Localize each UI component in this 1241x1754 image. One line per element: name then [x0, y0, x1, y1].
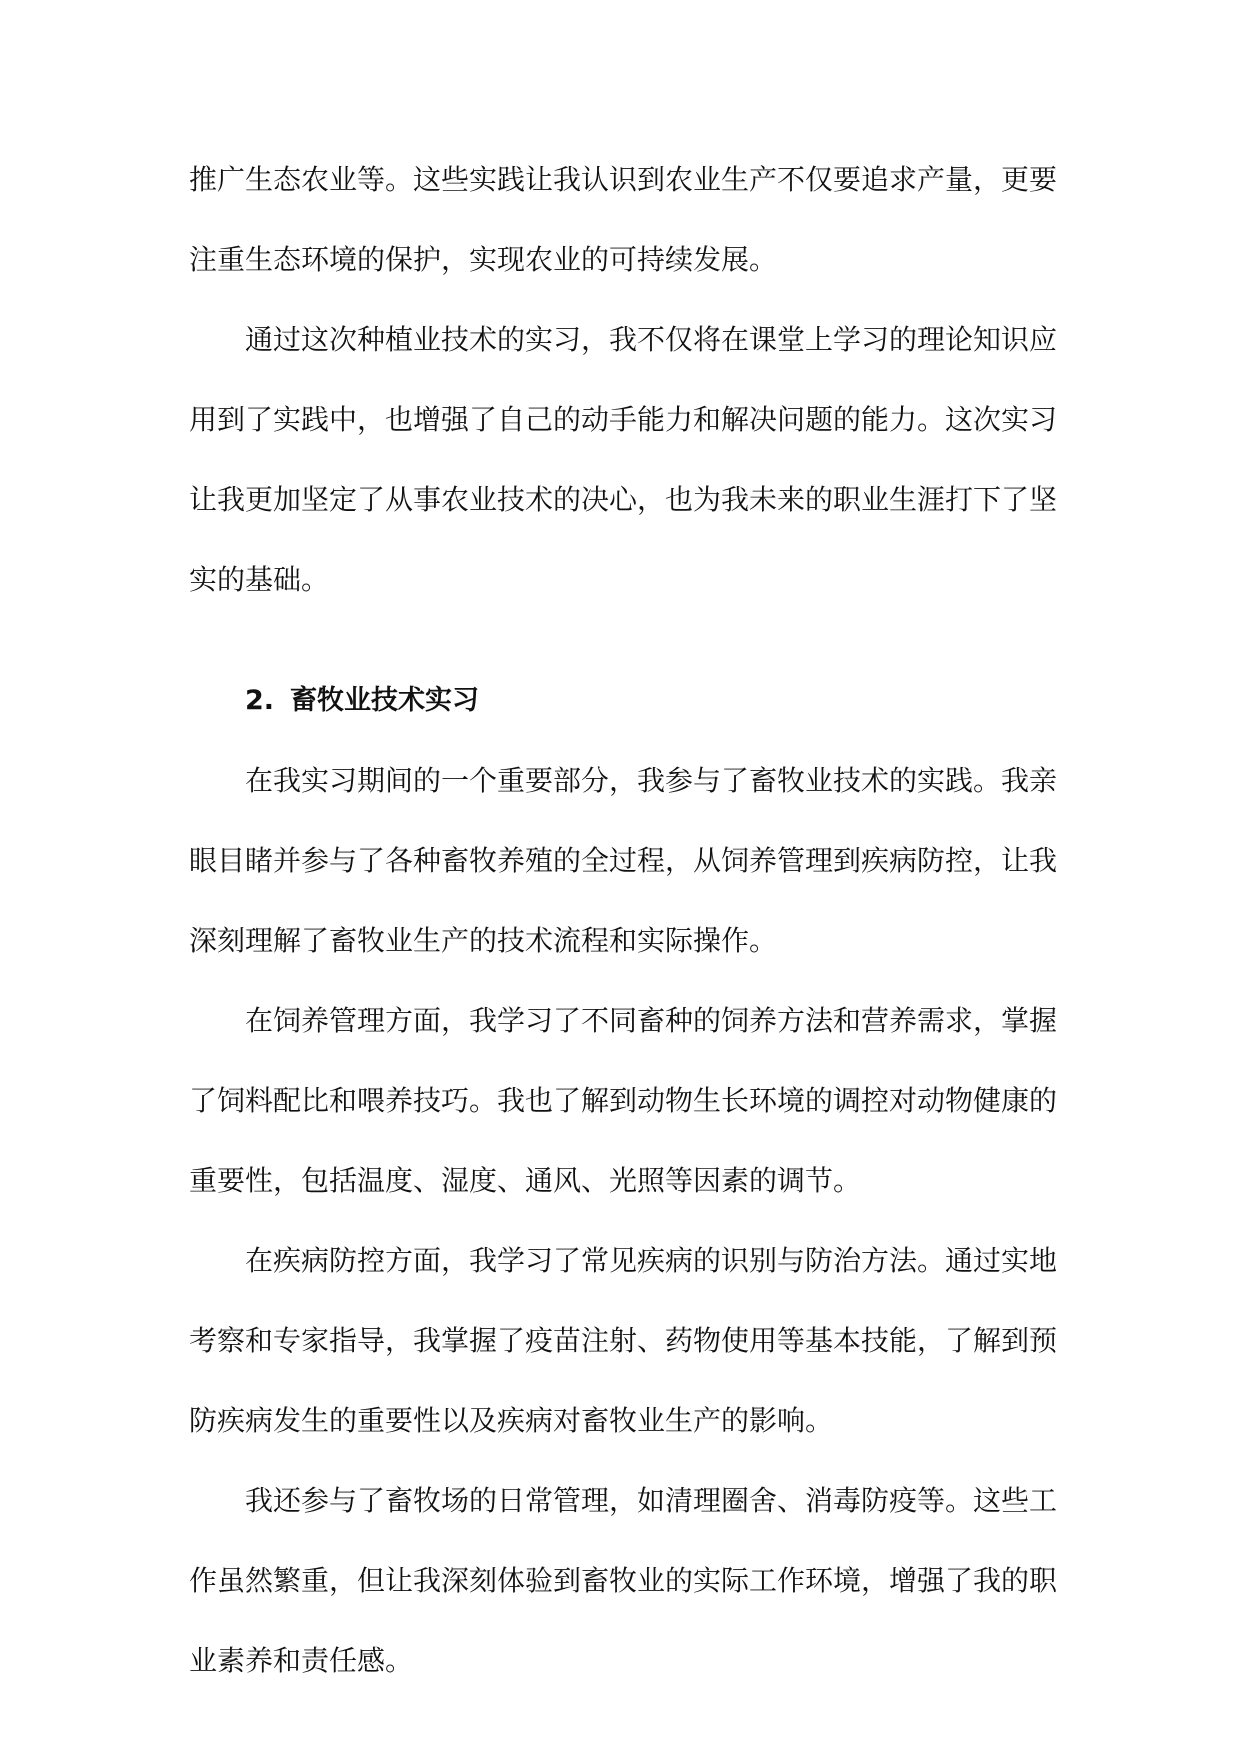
paragraph-planting-summary: 通过这次种植业技术的实习，我不仅将在课堂上学习的理论知识应用到了实践中，也增强了自己的动手能力和解决问题的能力。这次实习让我更加坚定了从事农业技术的决心，也为我未来的职业生涯打下了坚实的基础。: [189, 323, 1058, 596]
paragraph-feeding-management: 在饲养管理方面，我学习了不同畜种的饲养方法和营养需求，掌握了饲料配比和喂养技巧。我也了解到动物生长环境的调控对动物健康的重要性，包括温度、湿度、通风、光照等因素的调节。: [189, 1004, 1058, 1197]
paragraph-continuation: 推广生态农业等。这些实践让我认识到农业生产不仅要追求产量，更要注重生态环境的保护，实现农业的可持续发展。: [189, 163, 1058, 276]
paragraph-daily-management: 我还参与了畜牧场的日常管理，如清理圈舍、消毒防疫等。这些工作虽然繁重，但让我深刻体验到畜牧业的实际工作环境，增强了我的职业素养和责任感。: [189, 1484, 1058, 1677]
section-heading: [189, 661, 1057, 741]
section-title: 畜牧业技术实习: [290, 685, 480, 716]
document-body: [189, 140, 1057, 1701]
section-number: 2.: [245, 685, 275, 716]
paragraph-disease-control: 在疾病防控方面，我学习了常见疾病的识别与防治方法。通过实地考察和专家指导，我掌握了疫苗注射、药物使用等基本技能，了解到预防疾病发生的重要性以及疾病对畜牧业生产的影响。: [189, 1244, 1058, 1437]
paragraph-livestock-intro: 在我实习期间的一个重要部分，我参与了畜牧业技术的实践。我亲眼目睹并参与了各种畜牧养殖的全过程，从饲养管理到疾病防控，让我深刻理解了畜牧业生产的技术流程和实际操作。: [189, 764, 1058, 957]
